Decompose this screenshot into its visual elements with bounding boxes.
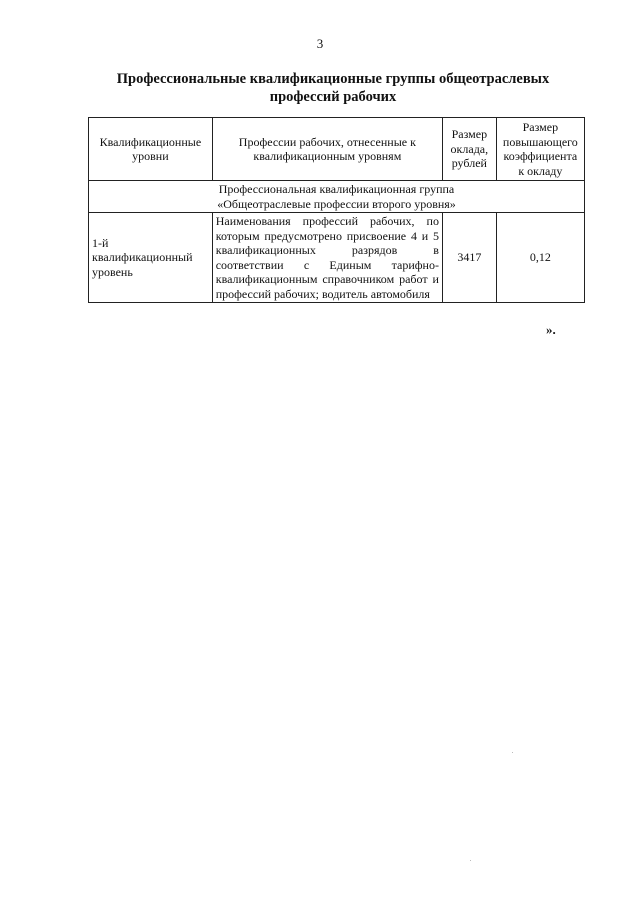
group-row [89, 181, 585, 213]
group-title-line-1: Профессиональная квалификационная группа [218, 182, 455, 196]
document-title-line-1: Профессиональные квалификационные группы общеотраслевых [116, 71, 550, 87]
document-title [88, 70, 578, 106]
page-number: 3 [316, 36, 324, 51]
scan-speck [470, 860, 471, 861]
qualification-table [88, 117, 585, 303]
table-row [89, 213, 585, 303]
header-qualification-levels: Квалификационные уровни [89, 118, 213, 181]
header-coefficient: Размер повышающего коэффициента к окладу [496, 118, 584, 181]
coefficient-cell: 0,12 [496, 213, 584, 303]
header-professions: Профессии рабочих, отнесенные к квалификационным уровням [212, 118, 442, 181]
header-salary: Размер оклада, рублей [442, 118, 496, 181]
level-line-2: квалификационный [92, 250, 193, 265]
document-title-line-2: профессий рабочих [269, 89, 397, 105]
table-header-row [89, 118, 585, 181]
level-line-3: уровень [92, 264, 133, 279]
salary-cell: 3417 [442, 213, 496, 303]
scan-speck [512, 752, 513, 753]
group-title-line-2: «Общеотраслевые профессии второго уровня» [217, 196, 456, 211]
professions-description-cell: Наименования профессий рабочих, по которым предусмотрено присвоение 4 и 5 квалификационных разрядов в соответствии с Единым тарифно-квалификационным справочником работ и профессий рабочих; водитель автомобиля [212, 213, 442, 303]
level-line-1: 1-й [92, 235, 109, 250]
professional-group-title [89, 181, 585, 213]
closing-quote-mark: ». [546, 322, 556, 337]
qualification-level-cell [89, 213, 213, 303]
